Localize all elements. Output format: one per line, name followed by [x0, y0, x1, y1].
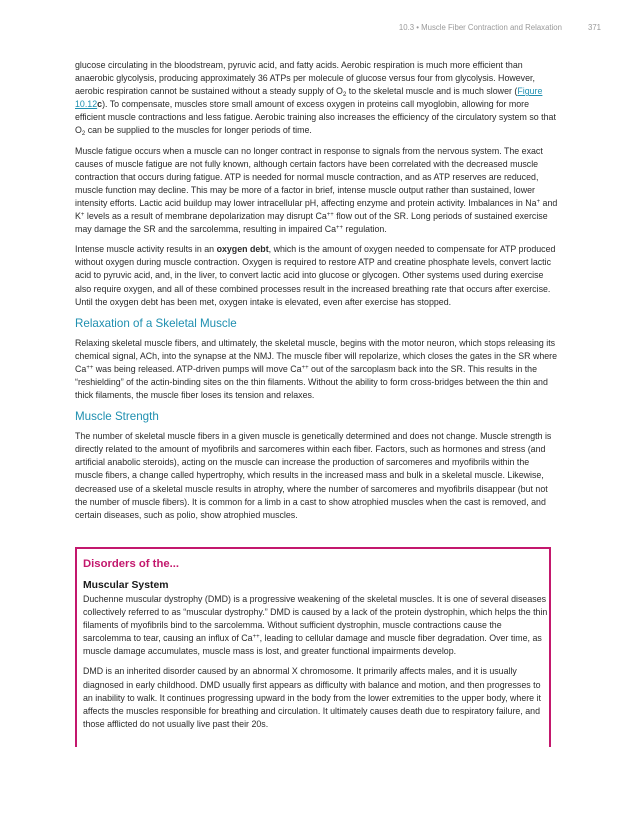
- text-run: Intense muscle activity results in an: [75, 244, 217, 255]
- figure-link[interactable]: Figure 10.12: [75, 86, 543, 110]
- text-run: to the skeletal muscle and is much slower (: [346, 86, 518, 97]
- figure-link-suffix: c: [97, 99, 103, 110]
- text-run: , leading to cellular damage and muscle fiber degradation. Over time, as muscle damage accumulates, muscle mass is lost, and greater functional impairments develop.: [83, 633, 542, 657]
- superscript: ++: [86, 364, 94, 371]
- feature-title: Disorders of the...: [83, 558, 180, 570]
- superscript: ++: [326, 212, 334, 219]
- text-run: glucose circulating in the bloodstream, pyruvic acid, and fatty acids. Aerobic respiration is much more efficient than anaerobic glycolysis, producing approximately 36 ATPs per molecule of glucose versus four from glycolysis. However, aerobic respiration cannot be sustained without a steady supply of O: [75, 60, 535, 97]
- text-run: was being released. ATP-driven pumps will move Ca: [93, 363, 302, 374]
- text-run: Muscle fatigue occurs when a muscle can no longer contract in response to signals from the nervous system. The exact causes of muscle fatigue are not fully known, although certain factors have been correlated with the decreased muscle contraction that occurs during fatigue. ATP is needed for normal muscle contraction, and as ATP reserves are reduced, muscle function may decline. This may be more of a factor in brief, intense muscle output rather than sustained, lower intensity efforts. Lactic acid buildup may lower intracellular pH, affecting enzyme and protein activity. Imbalances in Na: [75, 145, 543, 208]
- page-number: 371: [587, 23, 601, 32]
- heading-relaxation: Relaxation of a Skeletal Muscle: [75, 316, 237, 330]
- paragraph-relaxation: [75, 337, 558, 402]
- text-run: Relaxing skeletal muscle fibers, and ultimately, the skeletal muscle, begins with the motor neuron, which stops releasing its chemical signal, ACh, into the synapse at the NMJ. The muscle fiber will repolarize, which closes the gates in the SR where Ca: [75, 337, 558, 374]
- text-run: and K: [75, 197, 558, 222]
- superscript: +: [536, 198, 541, 205]
- text-run: , which is the amount of oxygen needed to compensate for ATP produced without oxygen during muscle contraction. Oxygen is required to restore ATP and creatine phosphate levels, convert lactic acid to pyruvic acid, and, in the liver, to convert lactic acid into glucose or glycogen. Other systems used during exercise also require oxygen, and all of these combined processes result in the increased breathing rate that occurs after exercise. Until the oxygen debt has been met, oxygen intake is elevated, even after exercise has stopped.: [75, 244, 556, 307]
- text-run: out of the sarcoplasm back into the SR. This results in the “reshielding” of the actin-binding sites on the thin filaments. Without the ability to form cross-bridges between the thin and thick filaments, the muscle fiber loses its tension and relaxes.: [75, 363, 548, 401]
- superscript: ++: [301, 364, 309, 371]
- text-run: ). To compensate, muscles store small amount of excess oxygen in proteins call myoglobin, allowing for more efficient muscle contractions and less fatigue. Aerobic training also increases the efficiency of the circulatory system so that O: [75, 99, 556, 136]
- key-term: oxygen debt: [216, 244, 269, 255]
- text-run: can be supplied to the muscles for longer periods of time.: [85, 125, 312, 136]
- text-run: Duchenne muscular dystrophy (DMD) is a progressive weakening of the skeletal muscles. It is one of several diseases collectively referred to as “muscular dystrophy.” DMD is caused by a lack of the protein dystrophin, which helps the thin filaments of myofibrils bind to the sarcolemma. Without sufficient dystrophin, muscle contractions cause the sarcolemma to tear, causing an influx of Ca: [83, 594, 548, 644]
- superscript: +: [80, 212, 85, 219]
- subscript: 2: [81, 131, 86, 138]
- feature-subtitle: Muscular System: [83, 580, 169, 591]
- text-run: regulation.: [343, 224, 387, 235]
- paragraph-strength: The number of skeletal muscle fibers in a given muscle is genetically determined and does not change. Muscle strength is directly related to the amount of myofibrils and sarcomeres within each fiber. Factors, such as hormones and stress (and artificial anabolic steroids), acting on the muscle can increase the production of sarcomeres and myofibrils within the muscle fibers, a change called hypertrophy, which results in the increased mass and bulk in a skeletal muscle. Likewise, decreased use of a skeletal muscle results in atrophy, where the number of sarcomeres and myofibrils disappear (but not the number of muscle fibers). It is common for a limb in a cast to show atrophied muscles when the cast is removed, and certain diseases, such as polio, show atrophied muscles.: [75, 431, 552, 520]
- disorders-feature-box: [75, 547, 551, 747]
- main-content: [75, 59, 558, 529]
- text-run: levels as a result of membrane depolarization may disrupt Ca: [84, 211, 327, 222]
- paragraph-oxygen-debt: [75, 243, 558, 308]
- feature-paragraph-1: [83, 593, 549, 658]
- text-run: flow out of the SR. Long periods of sustained exercise may damage the SR and the sarcolemma, resulting in impaired Ca: [75, 211, 548, 235]
- section-title: 10.3 • Muscle Fiber Contraction and Relaxation: [398, 23, 562, 32]
- superscript: ++: [252, 634, 260, 641]
- paragraph-fatigue: [75, 145, 558, 237]
- paragraph-aerobic: [75, 59, 558, 138]
- feature-paragraph-2: DMD is an inherited disorder caused by an abnormal X chromosome. It primarily affects males, and it is usually diagnosed in early childhood. DMD usually first appears as difficulty with balance and motion, and then progresses to an inability to walk. It continues progressing upward in the body from the lower extremities to the upper body, where it affects the muscles responsible for breathing and circulation. It ultimately causes death due to respiratory failure, and those afflicted do not usually live past their 20s.: [83, 666, 541, 729]
- heading-strength: Muscle Strength: [75, 410, 159, 424]
- subscript: 2: [342, 92, 347, 99]
- running-header: [399, 23, 601, 32]
- superscript: ++: [336, 225, 344, 232]
